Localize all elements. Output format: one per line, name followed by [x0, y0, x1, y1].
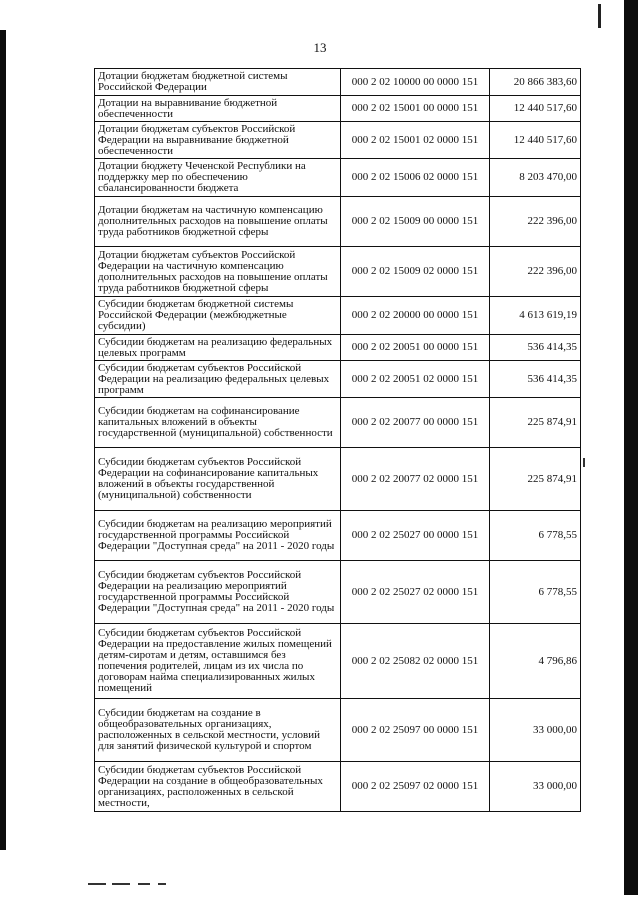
row-amount: 225 874,91	[490, 448, 581, 511]
row-name: Субсидии бюджетам на реализацию мероприятий государственной программы Российской Федерации "Доступная среда" на 2011 - 2020 годы	[95, 511, 341, 561]
row-code: 000 2 02 10000 00 0000 151	[341, 69, 490, 96]
scan-mark	[112, 883, 130, 885]
scan-mark	[598, 4, 601, 28]
row-amount: 4 613 619,19	[490, 297, 581, 335]
table-row	[95, 96, 581, 122]
row-name: Дотации бюджетам на частичную компенсацию дополнительных расходов на повышение оплаты труда работников бюджетной сферы	[95, 197, 341, 247]
row-code: 000 2 02 20000 00 0000 151	[341, 297, 490, 335]
scan-mark	[138, 883, 150, 885]
row-amount: 12 440 517,60	[490, 122, 581, 159]
row-code: 000 2 02 20077 00 0000 151	[341, 398, 490, 448]
table-row	[95, 122, 581, 159]
row-amount: 12 440 517,60	[490, 96, 581, 122]
row-name: Субсидии бюджетам на создание в общеобразовательных организациях, расположенных в сельской местности, условий для занятий физической культурой и спортом	[95, 699, 341, 762]
table-row	[95, 69, 581, 96]
row-amount: 6 778,55	[490, 561, 581, 624]
table-row	[95, 699, 581, 762]
scan-mark	[88, 883, 106, 885]
row-code: 000 2 02 20051 02 0000 151	[341, 361, 490, 398]
row-code: 000 2 02 25097 00 0000 151	[341, 699, 490, 762]
row-name: Дотации бюджету Чеченской Республики на поддержку мер по обеспечению сбалансированности бюджета	[95, 159, 341, 197]
table-row	[95, 511, 581, 561]
row-amount: 33 000,00	[490, 699, 581, 762]
row-amount: 20 866 383,60	[490, 69, 581, 96]
row-code: 000 2 02 25097 02 0000 151	[341, 762, 490, 812]
row-name: Субсидии бюджетам на реализацию федеральных целевых программ	[95, 335, 341, 361]
table-row	[95, 448, 581, 511]
table-row	[95, 624, 581, 699]
row-amount: 222 396,00	[490, 197, 581, 247]
row-amount: 6 778,55	[490, 511, 581, 561]
table-row	[95, 398, 581, 448]
row-amount: 536 414,35	[490, 335, 581, 361]
scan-edge-left	[0, 30, 6, 850]
row-code: 000 2 02 25027 02 0000 151	[341, 561, 490, 624]
row-name: Субсидии бюджетам субъектов Российской Федерации на создание в общеобразовательных организациях, расположенных в сельской местности,	[95, 762, 341, 812]
row-code: 000 2 02 15001 00 0000 151	[341, 96, 490, 122]
table-row	[95, 561, 581, 624]
row-code: 000 2 02 15006 02 0000 151	[341, 159, 490, 197]
row-code: 000 2 02 15009 00 0000 151	[341, 197, 490, 247]
scan-edge-right	[624, 0, 638, 895]
row-name: Субсидии бюджетам субъектов Российской Федерации на предоставление жилых помещений детям-сиротам и детям, оставшимся без попечения родителей, лицам из их числа по договорам найма специализированных жилых помещений	[95, 624, 341, 699]
row-amount: 536 414,35	[490, 361, 581, 398]
row-code: 000 2 02 25082 02 0000 151	[341, 624, 490, 699]
row-amount: 8 203 470,00	[490, 159, 581, 197]
table-row	[95, 197, 581, 247]
budget-table-body	[95, 69, 581, 812]
table-row	[95, 297, 581, 335]
row-code: 000 2 02 20077 02 0000 151	[341, 448, 490, 511]
budget-table	[94, 68, 581, 812]
row-name: Субсидии бюджетам субъектов Российской Федерации на реализацию мероприятий государственной программы Российской Федерации "Доступная среда" на 2011 - 2020 годы	[95, 561, 341, 624]
table-row	[95, 247, 581, 297]
scan-mark	[583, 458, 585, 467]
row-name: Дотации бюджетам субъектов Российской Федерации на выравнивание бюджетной обеспеченности	[95, 122, 341, 159]
row-name: Дотации бюджетам бюджетной системы Российской Федерации	[95, 69, 341, 96]
row-amount: 225 874,91	[490, 398, 581, 448]
scan-mark	[158, 883, 166, 885]
row-amount: 33 000,00	[490, 762, 581, 812]
row-name: Субсидии бюджетам на софинансирование капитальных вложений в объекты государственной (муниципальной) собственности	[95, 398, 341, 448]
table-row	[95, 159, 581, 197]
row-name: Субсидии бюджетам бюджетной системы Российской Федерации (межбюджетные субсидии)	[95, 297, 341, 335]
row-name: Дотации на выравнивание бюджетной обеспеченности	[95, 96, 341, 122]
row-code: 000 2 02 25027 00 0000 151	[341, 511, 490, 561]
row-name: Субсидии бюджетам субъектов Российской Федерации на софинансирование капитальных вложений в объекты государственной (муниципальной) собственности	[95, 448, 341, 511]
row-code: 000 2 02 20051 00 0000 151	[341, 335, 490, 361]
row-name: Субсидии бюджетам субъектов Российской Федерации на реализацию федеральных целевых программ	[95, 361, 341, 398]
table-row	[95, 361, 581, 398]
table-row	[95, 762, 581, 812]
row-code: 000 2 02 15009 02 0000 151	[341, 247, 490, 297]
table-row	[95, 335, 581, 361]
row-amount: 222 396,00	[490, 247, 581, 297]
row-name: Дотации бюджетам субъектов Российской Федерации на частичную компенсацию дополнительных расходов на повышение оплаты труда работников бюджетной сферы	[95, 247, 341, 297]
row-amount: 4 796,86	[490, 624, 581, 699]
page-number: 13	[313, 40, 327, 55]
row-code: 000 2 02 15001 02 0000 151	[341, 122, 490, 159]
